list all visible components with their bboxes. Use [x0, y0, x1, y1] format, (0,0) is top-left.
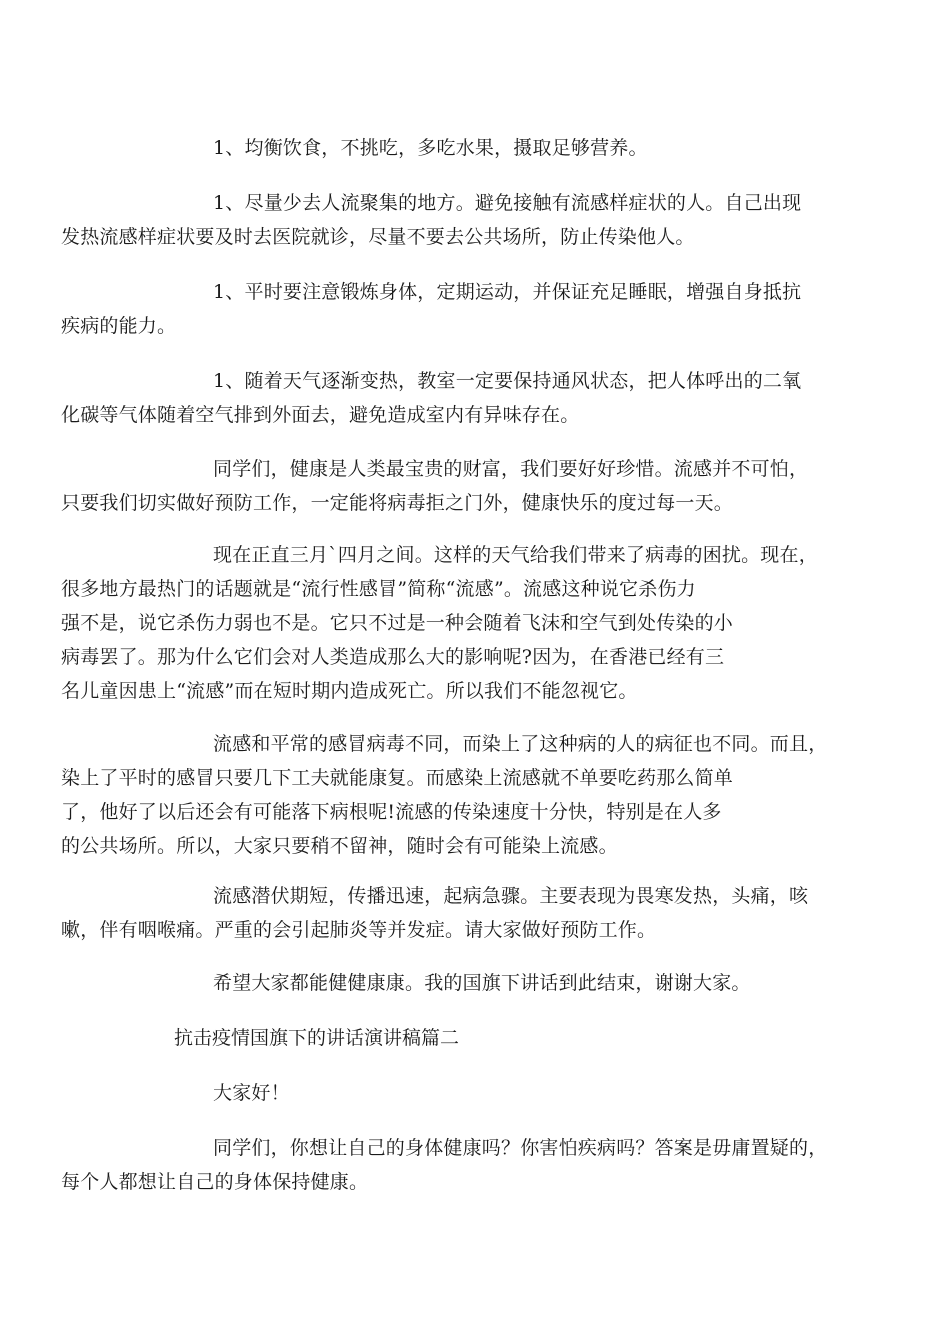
- paragraph-2: [61, 186, 827, 254]
- paragraph-3: [61, 275, 827, 343]
- paragraph-line: 只要我们切实做好预防工作，一定能将病毒拒之门外，健康快乐的度过每一天。: [61, 492, 734, 514]
- section-heading: 抗击疫情国旗下的讲话演讲稿篇二: [174, 1027, 460, 1049]
- paragraph-11: [61, 1131, 828, 1199]
- paragraph-line: 同学们，你想让自己的身体健康吗？你害怕疾病吗？答案是毋庸置疑的，: [213, 1137, 828, 1159]
- paragraph-line: 的公共场所。所以，大家只要稍不留神，随时会有可能染上流感。: [61, 835, 618, 857]
- paragraph-9: [137, 966, 827, 1000]
- paragraph-line: 1、尽量少去人流聚集的地方。避免接触有流感样症状的人。自己出现: [213, 192, 802, 214]
- paragraph-line: 化碳等气体随着空气排到外面去，避免造成室内有异味存在。: [61, 404, 580, 426]
- paragraph-line: 同学们，健康是人类最宝贵的财富，我们要好好珍惜。流感并不可怕，: [213, 458, 809, 480]
- paragraph-5: [61, 452, 827, 520]
- paragraph-line: 疾病的能力。: [61, 315, 177, 337]
- paragraph-line: 流感潜伏期短，传播迅速，起病急骤。主要表现为畏寒发热，头痛，咳: [213, 885, 809, 907]
- paragraph-line: 1、平时要注意锻炼身体，定期运动，并保证充足睡眠，增强自身抵抗: [213, 281, 802, 303]
- paragraph-line: 嗽，伴有咽喉痛。严重的会引起肺炎等并发症。请大家做好预防工作。: [61, 919, 657, 941]
- paragraph-line: 现在正直三月`四月之间。这样的天气给我们带来了病毒的困扰。现在，: [213, 544, 818, 566]
- paragraph-line: 大家好！: [213, 1082, 290, 1104]
- paragraph-line: 名儿童因患上“流感”而在短时期内造成死亡。所以我们不能忽视它。: [61, 680, 638, 702]
- paragraph-line: 希望大家都能健健康康。我的国旗下讲话到此结束，谢谢大家。: [213, 972, 751, 994]
- paragraph-line: 1、随着天气逐渐变热，教室一定要保持通风状态，把人体呼出的二氧: [213, 370, 802, 392]
- paragraph-line: 发热流感样症状要及时去医院就诊，尽量不要去公共场所，防止传染他人。: [61, 226, 695, 248]
- paragraph-line: 病毒罢了。那为什么它们会对人类造成那么大的影响呢?因为，在香港已经有三: [61, 646, 725, 668]
- paragraph-1: [137, 131, 827, 165]
- paragraph-line: 很多地方最热门的话题就是“流行性感冒”简称“流感”。流感这种说它杀伤力: [61, 578, 696, 600]
- paragraph-6: [61, 538, 827, 708]
- paragraph-line: 1、均衡饮食，不挑吃，多吃水果，摄取足够营养。: [213, 137, 648, 159]
- paragraph-8: [61, 879, 827, 947]
- paragraph-line: 染上了平时的感冒只要几下工夫就能康复。而感染上流感就不单要吃药那么简单: [61, 767, 734, 789]
- paragraph-line: 每个人都想让自己的身体保持健康。: [61, 1171, 369, 1193]
- paragraph-line: 流感和平常的感冒病毒不同，而染上了这种病的人的病征也不同。而且，: [213, 733, 828, 755]
- paragraph-line: 强不是，说它杀伤力弱也不是。它只不过是一种会随着飞沫和空气到处传染的小: [61, 612, 734, 634]
- paragraph-4: [61, 364, 827, 432]
- paragraph-7: [61, 727, 828, 863]
- paragraph-line: 了，他好了以后还会有可能落下病根呢!流感的传染速度十分快，特别是在人多: [61, 801, 722, 823]
- paragraph-10: [137, 1076, 827, 1110]
